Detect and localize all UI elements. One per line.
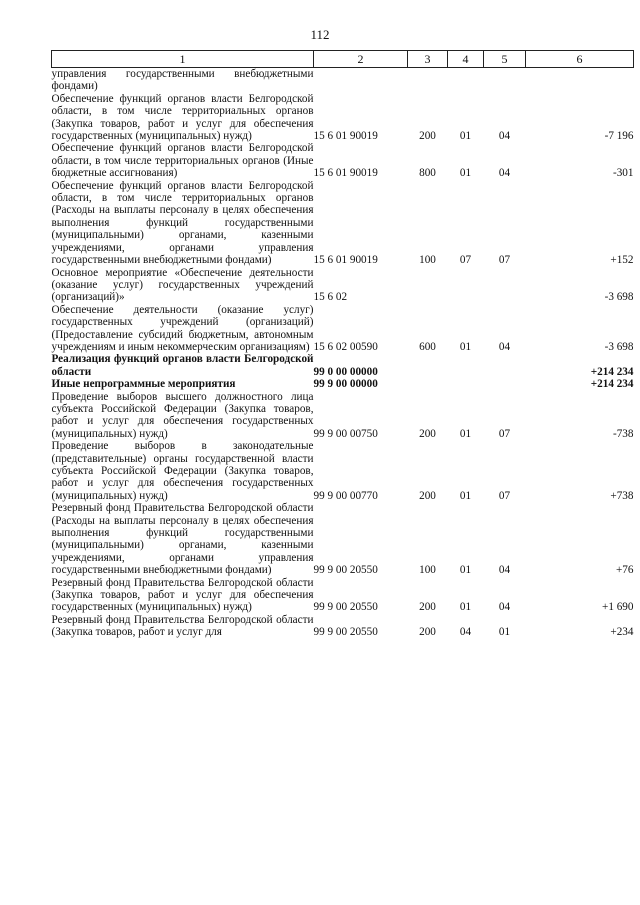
row-subsection [484, 378, 526, 390]
row-amount: +738 [610, 489, 634, 502]
row-target-code: 15 6 01 90019 [313, 254, 378, 267]
row-amount: +76 [616, 564, 634, 577]
row-subsection [484, 68, 526, 93]
column-header-6: 6 [526, 51, 634, 68]
column-header-1: 1 [52, 51, 314, 68]
row-target-code: 99 9 00 20550 [313, 564, 378, 577]
table-row [52, 577, 634, 614]
row-expense-type [408, 267, 448, 304]
budget-table [51, 50, 634, 639]
row-description: Резервный фонд Правительства Белгородской области (Закупка товаров, работ и услуг для [51, 613, 314, 639]
row-description: управления государственными внебюджетными фондами) [51, 68, 314, 93]
row-amount: -738 [612, 427, 634, 440]
row-expense-type [408, 353, 448, 378]
row-subsection: 01 [498, 626, 511, 639]
row-description: Реализация функций органов власти Белгородской области [51, 353, 314, 378]
column-header-5: 5 [484, 51, 526, 68]
table-row [52, 142, 634, 179]
row-amount: +1 690 [602, 601, 634, 614]
table-body [52, 68, 634, 639]
row-target-code: 15 6 01 90019 [313, 130, 378, 143]
row-amount: -3 698 [604, 291, 634, 304]
column-header-2: 2 [314, 51, 408, 68]
row-section: 01 [459, 130, 472, 143]
table-row [52, 502, 634, 576]
row-subsection: 07 [498, 427, 511, 440]
table-header-row [52, 51, 634, 68]
row-section [448, 68, 484, 93]
row-target-code [314, 68, 408, 93]
row-expense-type [408, 378, 448, 390]
row-expense-type: 200 [419, 130, 436, 143]
row-amount: +214 234 [590, 378, 634, 391]
row-expense-type: 200 [419, 427, 436, 440]
table-row [52, 614, 634, 639]
row-section: 01 [459, 564, 472, 577]
row-section: 07 [459, 254, 472, 267]
row-expense-type: 200 [419, 601, 436, 614]
row-target-code: 99 9 00 20550 [313, 626, 378, 639]
row-subsection: 04 [498, 601, 511, 614]
table-row [52, 353, 634, 378]
row-section: 01 [459, 601, 472, 614]
table-row [52, 440, 634, 502]
row-amount: +152 [610, 254, 634, 267]
table-row [52, 391, 634, 441]
row-description: Обеспечение деятельности (оказание услуг) государственных учреждений (организаций) (Предоставление субсидий бюджетным, автономным учреждениям и иным некоммерческим организациям) [51, 303, 314, 353]
row-description: Обеспечение функций органов власти Белгородской области, в том числе территориальных органов (Иные бюджетные ассигнования) [51, 142, 314, 180]
row-section: 01 [459, 427, 472, 440]
row-description: Проведение выборов в законодательные (представительные) органы государственной власти субъекта Российской Федерации (Закупка товаров, работ и услуг для обеспечения государственных (муниципальных) нужд) [51, 440, 314, 502]
row-section [448, 353, 484, 378]
row-expense-type: 100 [419, 564, 436, 577]
row-target-code: 99 9 00 20550 [313, 601, 378, 614]
row-amount: +214 234 [590, 365, 634, 378]
column-header-4: 4 [448, 51, 484, 68]
row-description: Резервный фонд Правительства Белгородской области (Закупка товаров, работ и услуг для обеспечения государственных (муниципальных) нужд) [51, 576, 314, 614]
table-row [52, 68, 634, 93]
row-section: 01 [459, 167, 472, 180]
row-target-code: 99 9 00 00000 [313, 378, 378, 391]
row-amount: -301 [612, 167, 634, 180]
table-row [52, 304, 634, 354]
page-number: 112 [310, 27, 330, 42]
row-target-code: 99 9 00 00770 [313, 489, 378, 502]
table-row [52, 378, 634, 390]
table-row [52, 93, 634, 143]
row-description: Проведение выборов высшего должностного лица субъекта Российской Федерации (Закупка товаров, работ и услуг для обеспечения государственных (муниципальных) нужд) [51, 390, 314, 440]
table-row [52, 180, 634, 267]
row-target-code: 15 6 02 [313, 291, 348, 304]
row-subsection: 04 [498, 564, 511, 577]
row-subsection: 07 [498, 489, 511, 502]
row-expense-type: 600 [419, 340, 436, 353]
row-subsection [484, 353, 526, 378]
row-expense-type: 800 [419, 167, 436, 180]
row-description: Обеспечение функций органов власти Белгородской области, в том числе территориальных органов (Расходы на выплаты персоналу в целях обеспечения выполнения функций государственными (муниципальными) органами, казенными учреждениями, органами управления государственными внебюджетными фондами) [51, 179, 314, 267]
row-section: 01 [459, 340, 472, 353]
row-amount: +234 [610, 626, 634, 639]
row-description: Иные непрограммные мероприятия [51, 378, 236, 391]
row-target-code: 99 9 00 00750 [313, 427, 378, 440]
row-expense-type: 200 [419, 626, 436, 639]
row-description: Обеспечение функций органов власти Белгородской области, в том числе территориальных органов (Закупка товаров, работ и услуг для обеспечения государственных (муниципальных) нужд) [51, 92, 314, 143]
row-subsection [484, 267, 526, 304]
row-description: Резервный фонд Правительства Белгородской области (Расходы на выплаты персоналу в целях обеспечения выполнения функций государственными (муниципальными) органами, казенными учреждениями, органами управления государственными внебюджетными фондами) [51, 502, 314, 577]
row-section [448, 378, 484, 390]
row-target-code: 99 0 00 00000 [313, 365, 378, 378]
row-expense-type: 200 [419, 489, 436, 502]
row-section: 01 [459, 489, 472, 502]
row-section: 04 [459, 626, 472, 639]
column-header-3: 3 [408, 51, 448, 68]
row-target-code: 15 6 01 90019 [313, 167, 378, 180]
row-expense-type: 100 [419, 254, 436, 267]
row-subsection: 04 [498, 130, 511, 143]
row-amount: -7 196 [604, 130, 634, 143]
row-amount [526, 68, 634, 93]
row-description: Основное мероприятие «Обеспечение деятельности (оказание услуг) государственных учреждений (организаций)» [51, 266, 314, 304]
table-row [52, 267, 634, 304]
row-subsection: 04 [498, 167, 511, 180]
row-section [448, 267, 484, 304]
row-target-code: 15 6 02 00590 [313, 340, 378, 353]
row-subsection: 04 [498, 340, 511, 353]
row-subsection: 07 [498, 254, 511, 267]
row-expense-type [408, 68, 448, 93]
row-amount: -3 698 [604, 340, 634, 353]
